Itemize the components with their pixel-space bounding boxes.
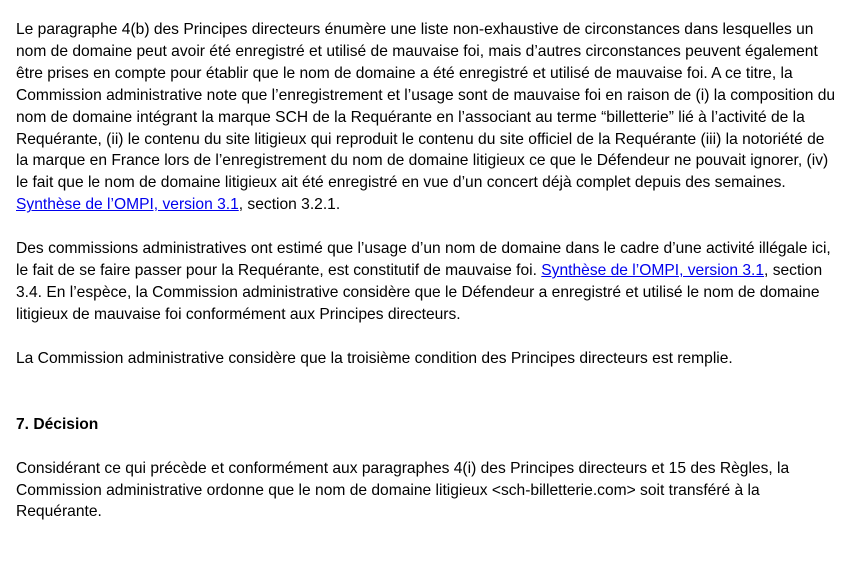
paragraph-text: Des commissions administratives ont estimé que l’usage d’un nom de domaine dans le cadre d’une activité illégale ici, le fait de se faire passer pour la Requérante, est constitutif de mauvaise foi.: [16, 240, 831, 280]
wipo-overview-link[interactable]: Synthèse de l’OMPI, version 3.1: [16, 196, 239, 214]
paragraph-text: , section 3.4. En l’espèce, la Commission administrative considère que le Défendeur a enregistré et utilisé le nom de domaine litigieux de mauvaise foi conformément aux Principes directeurs.: [16, 262, 823, 323]
spacer: [16, 326, 836, 348]
paragraph-bad-faith-circumstances: [16, 19, 836, 216]
wipo-overview-link[interactable]: Synthèse de l’OMPI, version 3.1: [541, 262, 765, 280]
paragraph-text: Le paragraphe 4(b) des Principes directeurs énumère une liste non-exhaustive de circonstances dans lesquelles un nom de domaine peut avoir été enregistré et utilisé de mauvaise foi, mais d’autres circonstances peuvent également être prises en compte pour établir que le nom de domaine a été enregistré et utilisé de mauvaise foi. A ce titre, la Commission administrative note que l’enregistrement et l’usage sont de mauvaise foi en raison de (i) la composition du nom de domaine intégrant la marque SCH de la Requérante en l’associant au terme “billetterie” lié à l’activité de la Requérante, (ii) le contenu du site litigieux qui reproduit le contenu du site officiel de la Requérante (iii) la notoriété de la marque en France lors de l’enregistrement du nom de domaine litigieux ce que le Défendeur ne pouvait ignorer, (iv) le fait que le nom de domaine litigieux ait été enregistré en vue d’un concert déjà complet depuis des semaines.: [16, 21, 836, 192]
paragraph-decision: [16, 458, 836, 524]
paragraph-illegal-activity: [16, 238, 836, 326]
spacer: [16, 216, 836, 238]
spacer: [16, 436, 836, 458]
document-body: [16, 19, 836, 523]
paragraph-text: La Commission administrative considère que la troisième condition des Principes directeurs est remplie.: [16, 349, 733, 367]
section-heading-decision: 7. Décision: [16, 415, 99, 433]
paragraph-text: Considérant ce qui précède et conformément aux paragraphes 4(i) des Principes directeurs et 15 des Règles, la Commission administrative ordonne que le nom de domaine litigieux <sch-billetterie.com> soit transféré à la Requérante.: [16, 459, 790, 521]
paragraph-third-condition: [16, 348, 836, 370]
spacer: [16, 370, 836, 414]
paragraph-text: , section 3.2.1.: [238, 196, 341, 214]
